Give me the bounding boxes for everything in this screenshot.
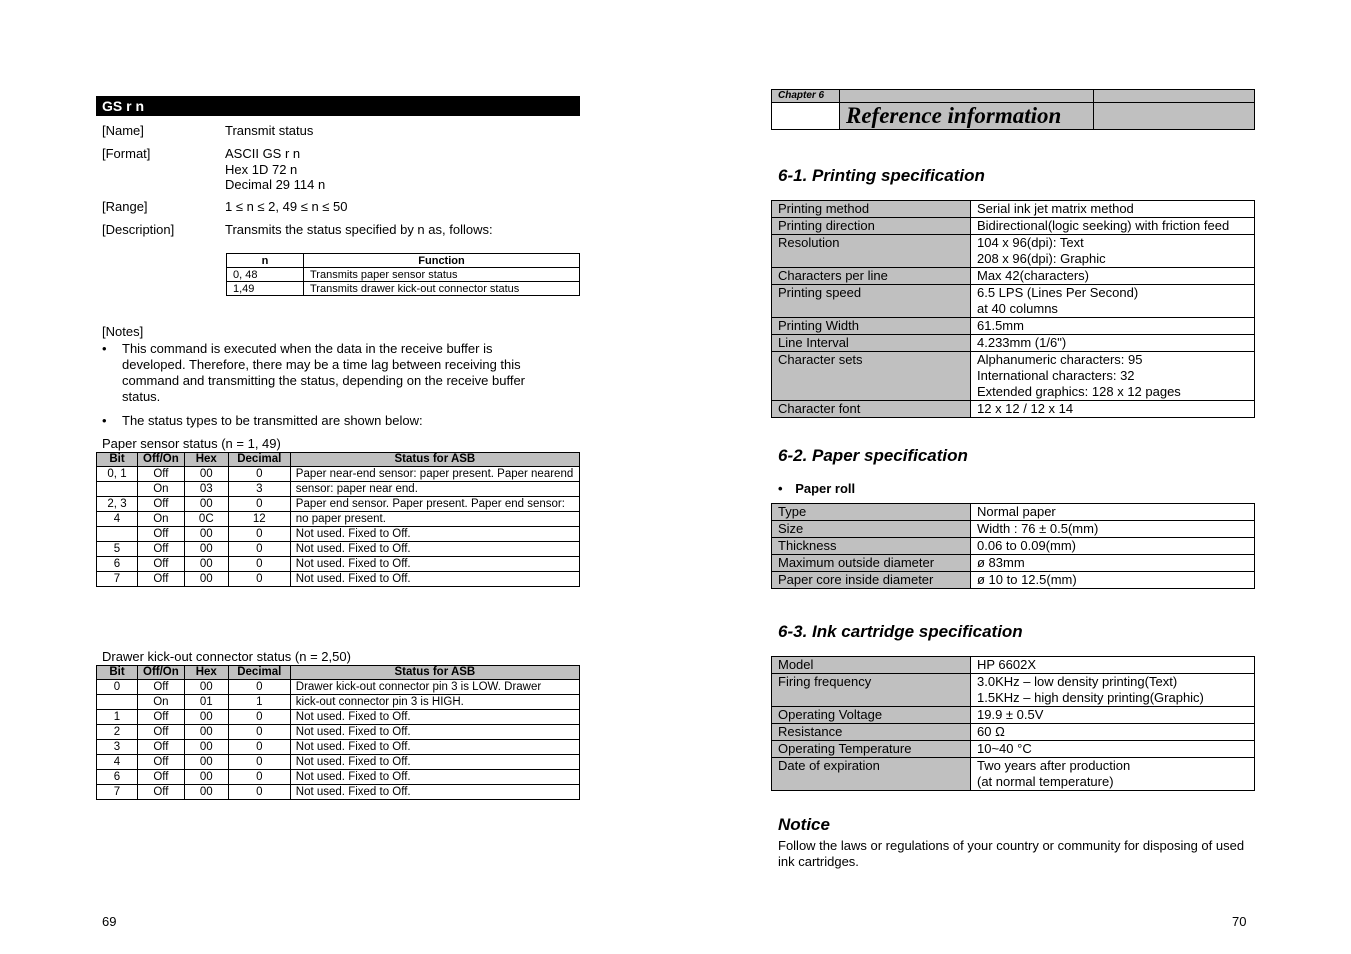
spec-row	[772, 401, 1255, 418]
table-row	[97, 695, 580, 710]
notice-title: Notice	[778, 815, 830, 834]
spec-value	[971, 572, 1255, 589]
spec-value	[971, 201, 1255, 218]
table-row	[97, 497, 580, 512]
spec-key: Resolution	[772, 235, 971, 268]
table-cell: Paper near-end sensor: paper present. Paper nearend	[290, 467, 579, 482]
function-table	[226, 253, 580, 296]
table-cell: 12	[228, 512, 290, 527]
table-cell: Not used. Fixed to Off.	[290, 770, 579, 785]
table-cell: Off	[138, 770, 185, 785]
spec-row	[772, 201, 1255, 218]
table-cell: 00	[184, 557, 228, 572]
table-row	[97, 680, 580, 695]
spec-value	[971, 268, 1255, 285]
col-header-status: Status for ASB	[290, 453, 579, 467]
table-row	[97, 710, 580, 725]
spec-value	[971, 724, 1255, 741]
spec-key: Paper core inside diameter	[772, 572, 971, 589]
paper-status-table	[96, 452, 580, 587]
spec-key: Thickness	[772, 538, 971, 555]
table-cell: Not used. Fixed to Off.	[290, 785, 579, 800]
table-cell: 00	[184, 740, 228, 755]
table-row	[97, 725, 580, 740]
table-cell: Off	[138, 785, 185, 800]
table-cell	[97, 695, 138, 710]
table-cell: 0	[97, 680, 138, 695]
table-cell: 00	[184, 527, 228, 542]
bullet-icon: •	[778, 481, 783, 496]
spec-row	[772, 572, 1255, 589]
table-cell: 01	[184, 695, 228, 710]
table-cell: 00	[184, 785, 228, 800]
table-cell: 00	[184, 680, 228, 695]
col-header-offon: Off/On	[138, 453, 185, 467]
spec-value-line: Bidirectional(logic seeking) with friction feed	[977, 218, 1230, 233]
table-cell: 0	[228, 740, 290, 755]
spec-value	[971, 335, 1255, 352]
chapter-header	[771, 89, 1255, 130]
spec-key: Printing direction	[772, 218, 971, 235]
table-row	[97, 557, 580, 572]
table-cell: 00	[184, 770, 228, 785]
field-value-range: 1 ≤ n ≤ 2, 49 ≤ n ≤ 50	[225, 199, 348, 214]
table-cell: 6	[97, 557, 138, 572]
spec-row	[772, 235, 1255, 268]
spec-value-line: (at normal temperature)	[977, 774, 1114, 789]
spec-value	[971, 285, 1255, 318]
spec-row	[772, 741, 1255, 758]
table-cell: Not used. Fixed to Off.	[290, 755, 579, 770]
paper-spec-table	[771, 503, 1255, 589]
field-value-description: Transmits the status specified by n as, follows:	[225, 222, 493, 237]
table-cell: 0	[228, 557, 290, 572]
notice-text: Follow the laws or regulations of your country or community for disposing of used ink cartridges.	[778, 838, 1245, 869]
section-title-ink: 6-3. Ink cartridge specification	[778, 622, 1023, 641]
table-cell: Not used. Fixed to Off.	[290, 527, 579, 542]
spec-value-line: 3.0KHz – low density printing(Text)	[977, 674, 1178, 689]
table-cell: 0	[228, 770, 290, 785]
drawer-status-table	[96, 665, 580, 800]
spec-value-line: HP 6602X	[977, 657, 1037, 672]
spec-row	[772, 538, 1255, 555]
table-cell: Paper end sensor. Paper present. Paper end sensor:	[290, 497, 579, 512]
table-cell: Off	[138, 497, 185, 512]
spec-value-line: Serial ink jet matrix method	[977, 201, 1134, 216]
table-row	[97, 572, 580, 587]
table-cell: Transmits drawer kick-out connector status	[304, 282, 580, 296]
table-cell: 00	[184, 725, 228, 740]
table-cell: On	[138, 512, 185, 527]
spec-key: Printing Width	[772, 318, 971, 335]
table-cell: 03	[184, 482, 228, 497]
table-cell: 0	[228, 467, 290, 482]
col-header-decimal: Decimal	[228, 666, 290, 680]
table-row	[97, 512, 580, 527]
table-cell: On	[138, 482, 185, 497]
spec-row	[772, 268, 1255, 285]
spec-row	[772, 758, 1255, 791]
field-value-name: Transmit status	[225, 123, 314, 138]
spec-row	[772, 521, 1255, 538]
spec-value-line: 4.233mm (1/6")	[977, 335, 1067, 350]
table-cell: 7	[97, 785, 138, 800]
spec-value-line: 19.9 ± 0.5V	[977, 707, 1044, 722]
col-header-status: Status for ASB	[290, 666, 579, 680]
table-cell: Off	[138, 680, 185, 695]
spec-value-line: ø 10 to 12.5(mm)	[977, 572, 1077, 587]
spec-row	[772, 555, 1255, 572]
page-number-left: 69	[102, 914, 117, 929]
table-cell: Not used. Fixed to Off.	[290, 710, 579, 725]
chapter-title: Reference information	[840, 103, 1094, 130]
table-cell: 3	[228, 482, 290, 497]
table-cell: 00	[184, 467, 228, 482]
chapter-label: Chapter 6	[772, 90, 840, 103]
spec-value-line: Two years after production	[977, 758, 1131, 773]
function-header-function: Function	[304, 254, 580, 268]
chapter-cell-blank	[772, 103, 840, 130]
table-cell: 00	[184, 542, 228, 557]
col-header-bit: Bit	[97, 666, 138, 680]
table-cell: 00	[184, 572, 228, 587]
ink-spec-table	[771, 656, 1255, 791]
table-cell: Off	[138, 572, 185, 587]
spec-key: Resistance	[772, 724, 971, 741]
spec-value-line: 10~40 °C	[977, 741, 1032, 756]
spec-value-line: 6.5 LPS (Lines Per Second)	[977, 285, 1139, 300]
table-cell: 00	[184, 497, 228, 512]
table-cell: Off	[138, 710, 185, 725]
table-cell: Off	[138, 740, 185, 755]
note-bullet-2: • The status types to be transmitted are shown below:	[102, 413, 423, 428]
table-cell: Off	[138, 557, 185, 572]
bullet-icon: •	[102, 413, 107, 428]
spec-key: Printing speed	[772, 285, 971, 318]
table-cell: 4	[97, 755, 138, 770]
table-cell	[97, 527, 138, 542]
field-key-format: [Format]	[102, 146, 151, 161]
table-cell: 0	[228, 527, 290, 542]
table-cell: 0, 48	[227, 268, 304, 282]
spec-key: Date of expiration	[772, 758, 971, 791]
col-header-decimal: Decimal	[228, 453, 290, 467]
spec-value	[971, 318, 1255, 335]
table-cell: 0	[228, 710, 290, 725]
table-row	[97, 785, 580, 800]
spec-value-line: 0.06 to 0.09(mm)	[977, 538, 1076, 553]
table-cell: 6	[97, 770, 138, 785]
col-header-bit: Bit	[97, 453, 138, 467]
section-title-paper: 6-2. Paper specification	[778, 446, 968, 465]
table-cell: Drawer kick-out connector pin 3 is LOW. Drawer	[290, 680, 579, 695]
table-cell: 5	[97, 542, 138, 557]
spec-key: Maximum outside diameter	[772, 555, 971, 572]
spec-row	[772, 318, 1255, 335]
chapter-cell-blank	[840, 90, 1094, 103]
field-value-format: ASCII GS r n Hex 1D 72 n Decimal 29 114 n	[225, 146, 326, 192]
table-cell: 2, 3	[97, 497, 138, 512]
spec-value	[971, 657, 1255, 674]
table-cell: 00	[184, 710, 228, 725]
table-cell: Not used. Fixed to Off.	[290, 740, 579, 755]
table-cell: 4	[97, 512, 138, 527]
table-cell: Not used. Fixed to Off.	[290, 542, 579, 557]
spec-value-line: Alphanumeric characters: 95	[977, 352, 1143, 367]
spec-key: Model	[772, 657, 971, 674]
col-header-offon: Off/On	[138, 666, 185, 680]
table-cell: 3	[97, 740, 138, 755]
spec-row	[772, 352, 1255, 401]
spec-key: Operating Voltage	[772, 707, 971, 724]
table-row	[97, 770, 580, 785]
section-title-printing: 6-1. Printing specification	[778, 166, 985, 185]
spec-key: Character font	[772, 401, 971, 418]
table-cell: 0	[228, 785, 290, 800]
field-key-name: [Name]	[102, 123, 144, 138]
table-cell: Off	[138, 725, 185, 740]
spec-value-line: 12 x 12 / 12 x 14	[977, 401, 1074, 416]
spec-key: Firing frequency	[772, 674, 971, 707]
spec-row	[772, 504, 1255, 521]
table-cell: Off	[138, 467, 185, 482]
spec-value-line: 61.5mm	[977, 318, 1024, 333]
function-header-n: n	[227, 254, 304, 268]
table-row	[97, 740, 580, 755]
table-cell: Not used. Fixed to Off.	[290, 725, 579, 740]
spec-value-line: Normal paper	[977, 504, 1056, 519]
spec-row	[772, 335, 1255, 352]
spec-row	[772, 674, 1255, 707]
table-cell: kick-out connector pin 3 is HIGH.	[290, 695, 579, 710]
table-row	[97, 755, 580, 770]
table-cell: 0	[228, 725, 290, 740]
table-row	[227, 282, 580, 296]
spec-value-line: 104 x 96(dpi): Text	[977, 235, 1084, 250]
table-cell: 0	[228, 680, 290, 695]
table-row	[97, 527, 580, 542]
table-cell: 2	[97, 725, 138, 740]
table-cell: Not used. Fixed to Off.	[290, 572, 579, 587]
spec-row	[772, 285, 1255, 318]
spec-key: Size	[772, 521, 971, 538]
table-cell: 0	[228, 572, 290, 587]
spec-value	[971, 401, 1255, 418]
spec-row	[772, 724, 1255, 741]
table-row	[97, 542, 580, 557]
table-cell: 0, 1	[97, 467, 138, 482]
spec-key: Printing method	[772, 201, 971, 218]
spec-row	[772, 218, 1255, 235]
spec-value	[971, 504, 1255, 521]
spec-value-line: Max 42(characters)	[977, 268, 1089, 283]
spec-value	[971, 674, 1255, 707]
bullet-icon: •	[102, 341, 107, 356]
notes-label: [Notes]	[102, 324, 144, 339]
spec-value-line: Extended graphics: 128 x 12 pages	[977, 384, 1181, 399]
note-bullet-1: • This command is executed when the data in the receive buffer is developed. Therefore, there may be a time lag between receiving this command and transmitting the status, depending on the receive buffer status.	[102, 341, 526, 404]
spec-value	[971, 218, 1255, 235]
spec-value	[971, 707, 1255, 724]
table-row	[97, 467, 580, 482]
table-cell: 0	[228, 497, 290, 512]
spec-key: Line Interval	[772, 335, 971, 352]
table-cell: Off	[138, 755, 185, 770]
spec-key: Characters per line	[772, 268, 971, 285]
spec-value	[971, 235, 1255, 268]
command-title: GS r n	[96, 96, 580, 116]
table-cell: sensor: paper near end.	[290, 482, 579, 497]
spec-key: Operating Temperature	[772, 741, 971, 758]
paper-roll-bullet: • Paper roll	[778, 481, 856, 496]
spec-value-line: ø 83mm	[977, 555, 1025, 570]
spec-value	[971, 538, 1255, 555]
table-cell: Off	[138, 527, 185, 542]
table-row	[227, 268, 580, 282]
spec-row	[772, 657, 1255, 674]
table-cell: 1	[97, 710, 138, 725]
spec-row	[772, 707, 1255, 724]
table-cell: Off	[138, 542, 185, 557]
spec-value	[971, 758, 1255, 791]
table-cell: Not used. Fixed to Off.	[290, 557, 579, 572]
paper-status-caption: Paper sensor status (n = 1, 49)	[102, 436, 281, 451]
table-cell: 1	[228, 695, 290, 710]
chapter-cell-blank	[1094, 90, 1255, 103]
spec-value-line: International characters: 32	[977, 368, 1135, 383]
field-key-description: [Description]	[102, 222, 175, 237]
table-cell: 0	[228, 755, 290, 770]
table-cell: 0C	[184, 512, 228, 527]
spec-value-line: at 40 columns	[977, 301, 1058, 316]
spec-value	[971, 521, 1255, 538]
spec-value	[971, 352, 1255, 401]
table-cell: 7	[97, 572, 138, 587]
chapter-cell-blank	[1094, 103, 1255, 130]
spec-key: Type	[772, 504, 971, 521]
page-number-right: 70	[1232, 914, 1247, 929]
spec-key: Character sets	[772, 352, 971, 401]
spec-value-line: 208 x 96(dpi): Graphic	[977, 251, 1106, 266]
field-key-range: [Range]	[102, 199, 148, 214]
spec-value	[971, 741, 1255, 758]
spec-value-line: 1.5KHz – high density printing(Graphic)	[977, 690, 1204, 705]
table-cell: no paper present.	[290, 512, 579, 527]
table-cell: On	[138, 695, 185, 710]
table-cell: Transmits paper sensor status	[304, 268, 580, 282]
table-cell: 1,49	[227, 282, 304, 296]
printing-spec-table	[771, 200, 1255, 418]
table-cell: 00	[184, 755, 228, 770]
drawer-status-caption: Drawer kick-out connector status (n = 2,50)	[102, 649, 351, 664]
spec-value	[971, 555, 1255, 572]
table-cell: 0	[228, 542, 290, 557]
spec-value-line: 60 Ω	[977, 724, 1005, 739]
table-row	[97, 482, 580, 497]
table-cell	[97, 482, 138, 497]
col-header-hex: Hex	[184, 666, 228, 680]
col-header-hex: Hex	[184, 453, 228, 467]
spec-value-line: Width : 76 ± 0.5(mm)	[977, 521, 1099, 536]
